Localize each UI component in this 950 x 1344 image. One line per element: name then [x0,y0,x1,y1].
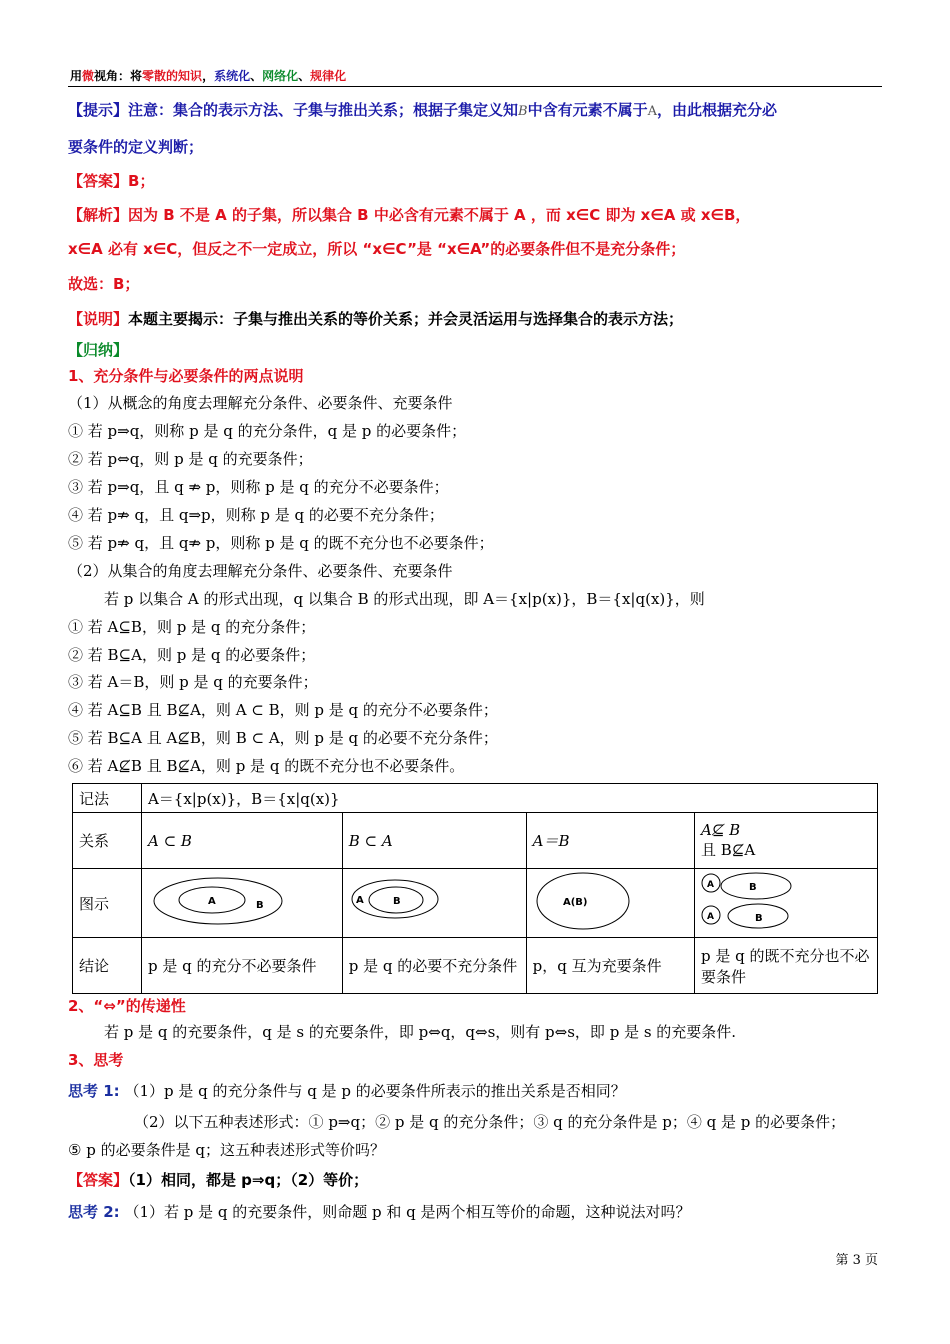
header-text: 系统化 [214,69,251,83]
venn-label: B [255,900,264,911]
venn-disjoint-overlap [701,869,871,933]
table-cell-conclusion: p 是 q 的充分不必要条件 [141,938,342,994]
table-cell-label: 图示 [73,869,142,938]
table-cell-relation: A ⊂ B [141,813,342,869]
list-item: ⑥ 若 A⊈B 且 B⊈A，则 p 是 q 的既不充分也不必要条件。 [68,757,465,775]
list-item: ① 若 A⊆B，则 p 是 q 的充分条件； [68,618,316,636]
relation-table [72,783,878,994]
hint-line-1 [68,100,777,122]
page-header [70,67,346,84]
table-cell-conclusion: p 是 q 的既不充分也不必要条件 [695,938,878,994]
section-2-title: 2、“⇔”的传递性 [68,997,186,1015]
header-text: 、 [250,69,263,83]
hint-text: ，由此根据充分必 [657,101,778,119]
table-cell-label: 结论 [73,938,142,994]
table-cell-conclusion: p 是 q 的必要不充分条件 [342,938,526,994]
table-cell-diagram [526,869,694,938]
analysis-tag: 【解析】 [68,206,129,224]
list-item: ⑤ 若 B⊆A 且 A⊈B，则 B ⊂ A，则 p 是 q 的必要不充分条件； [68,729,498,747]
table-cell-diagram [695,869,878,938]
list-item: ② 若 B⊆A，则 p 是 q 的必要条件； [68,646,316,664]
section-3-title: 3、思考 [68,1051,124,1069]
note-tag: 【说明】 [68,310,129,328]
hint-set-b: B [518,104,528,119]
summary-heading-1: 1、充分条件与必要条件的两点说明 [68,367,304,385]
venn-label: B [755,913,763,924]
venn-label: B [749,882,757,893]
relation-line: A⊈ B [701,821,741,839]
venn-label: A [707,880,714,890]
header-text: 、 [298,69,311,83]
page-number: 第 3 页 [835,1253,878,1268]
hint-line-2: 要条件的定义判断； [68,138,204,156]
think-1-answer-text: （1）相同，都是 p⇒q；（2）等价； [128,1171,369,1189]
hint-text: 中含有元素不属于 [527,101,648,119]
table-row [73,813,878,869]
list-item: ① 若 p⇒q，则称 p 是 q 的充分条件，q 是 p 的必要条件； [68,422,467,440]
venn-label: A [707,912,714,922]
section-2-text: 若 p 是 q 的充要条件，q 是 s 的充要条件，即 p⇔q，q⇔s，则有 p⇔s，即 p 是 s 的充要条件. [104,1023,737,1041]
think-1-line-2: （2）以下五种表述形式：① p⇒q；② p 是 q 的充分条件；③ q 的充分条件是 p；④ q 是 p 的必要条件； [134,1113,846,1131]
relation-line: 且 B⊈A [701,841,756,859]
think-2-text: （1）若 p 是 q 的充要条件，则命题 p 和 q 是两个相互等价的命题，这种说法对吗？ [124,1203,691,1221]
summary-tag: 【归纳】 [68,341,129,359]
venn-label: B [392,896,401,907]
table-cell-label: 记法 [73,784,142,813]
table-row [73,869,878,938]
analysis-line-1 [68,205,750,225]
hint-text: 注意：集合的表示方法、子集与推出关系；根据子集定义知 [128,101,519,119]
header-text: 网络化 [262,69,299,83]
think-1-line-1 [68,1081,626,1101]
answer-tag: 【答案】 [68,172,129,190]
header-text: 规律化 [310,69,347,83]
list-item: ③ 若 p⇒q，且 q ⇏ p，则称 p 是 q 的充分不必要条件； [68,478,449,496]
header-text: 零散的知识 [142,69,203,83]
venn-a-subset-b [148,869,334,933]
summary-paragraph-2: （2）从集合的角度去理解充分条件、必要条件、充要条件 [68,562,453,580]
note-line [68,309,683,329]
list-item: ④ 若 A⊆B 且 B⊈A，则 A ⊂ B，则 p 是 q 的充分不必要条件； [68,701,498,719]
table-cell-relation [695,813,878,869]
think-1-tag: 思考 1: [68,1082,120,1100]
table-cell-relation: A＝B [526,813,694,869]
header-text: 用 [70,69,83,83]
summary-paragraph-3: 若 p 以集合 A 的形式出现，q 以集合 B 的形式出现，即 A＝{x|p(x)}，B＝{x|q(x)}，则 [104,590,705,608]
table-cell-diagram [141,869,342,938]
answer-line [68,171,154,191]
think-1-line-3: ⑤ p 的必要条件是 q；这五种表述形式等价吗？ [68,1141,385,1159]
note-text: 本题主要揭示：子集与推出关系的等价关系；并会灵活运用与选择集合的表示方法； [128,310,684,328]
header-text: 视角：将 [94,69,143,83]
venn-label: A(B) [562,897,588,908]
table-cell-conclusion: p，q 互为充要条件 [526,938,694,994]
table-row [73,784,878,813]
hint-set-a: A [647,104,657,119]
analysis-line-2: x∈A 必有 x∈C，但反之不一定成立，所以 “x∈C”是 “x∈A”的必要条件但不是充分条件； [68,240,686,258]
venn-a-equals-b [533,869,683,933]
list-item: ② 若 p⇔q，则 p 是 q 的充要条件； [68,450,313,468]
header-text: ， [202,69,215,83]
list-item: ③ 若 A＝B，则 p 是 q 的充要条件； [68,673,318,691]
hint-tag: 【提示】 [68,101,129,119]
venn-b-subset-a [349,869,519,933]
list-item: ⑤ 若 p⇏ q，且 q⇏ p，则称 p 是 q 的既不充分也不必要条件； [68,534,494,552]
think-2-line-1 [68,1202,691,1222]
header-divider [68,86,882,87]
think-2-tag: 思考 2: [68,1203,120,1221]
table-cell-label: 关系 [73,813,142,869]
think-1-answer [68,1170,368,1190]
table-cell-notation: A＝{x|p(x)}，B＝{x|q(x)} [141,784,877,813]
header-text: 微 [82,69,95,83]
answer-value: B； [128,172,155,190]
summary-paragraph-1: （1）从概念的角度去理解充分条件、必要条件、充要条件 [68,394,453,412]
analysis-line-3: 故选：B； [68,275,140,293]
venn-label: A [355,895,364,906]
list-item: ④ 若 p⇏ q，且 q⇒p，则称 p 是 q 的必要不充分条件； [68,506,444,524]
table-cell-relation: B ⊂ A [342,813,526,869]
table-row [73,938,878,994]
think-1-answer-tag: 【答案】 [68,1171,129,1189]
analysis-text: 因为 B 不是 A 的子集，所以集合 B 中必含有元素不属于 A ，而 x∈C 即为 x∈A 或 x∈B， [128,206,751,224]
think-1-text: （1）p 是 q 的充分条件与 q 是 p 的必要条件所表示的推出关系是否相同？ [124,1082,626,1100]
venn-label: A [207,896,216,907]
table-cell-diagram [342,869,526,938]
